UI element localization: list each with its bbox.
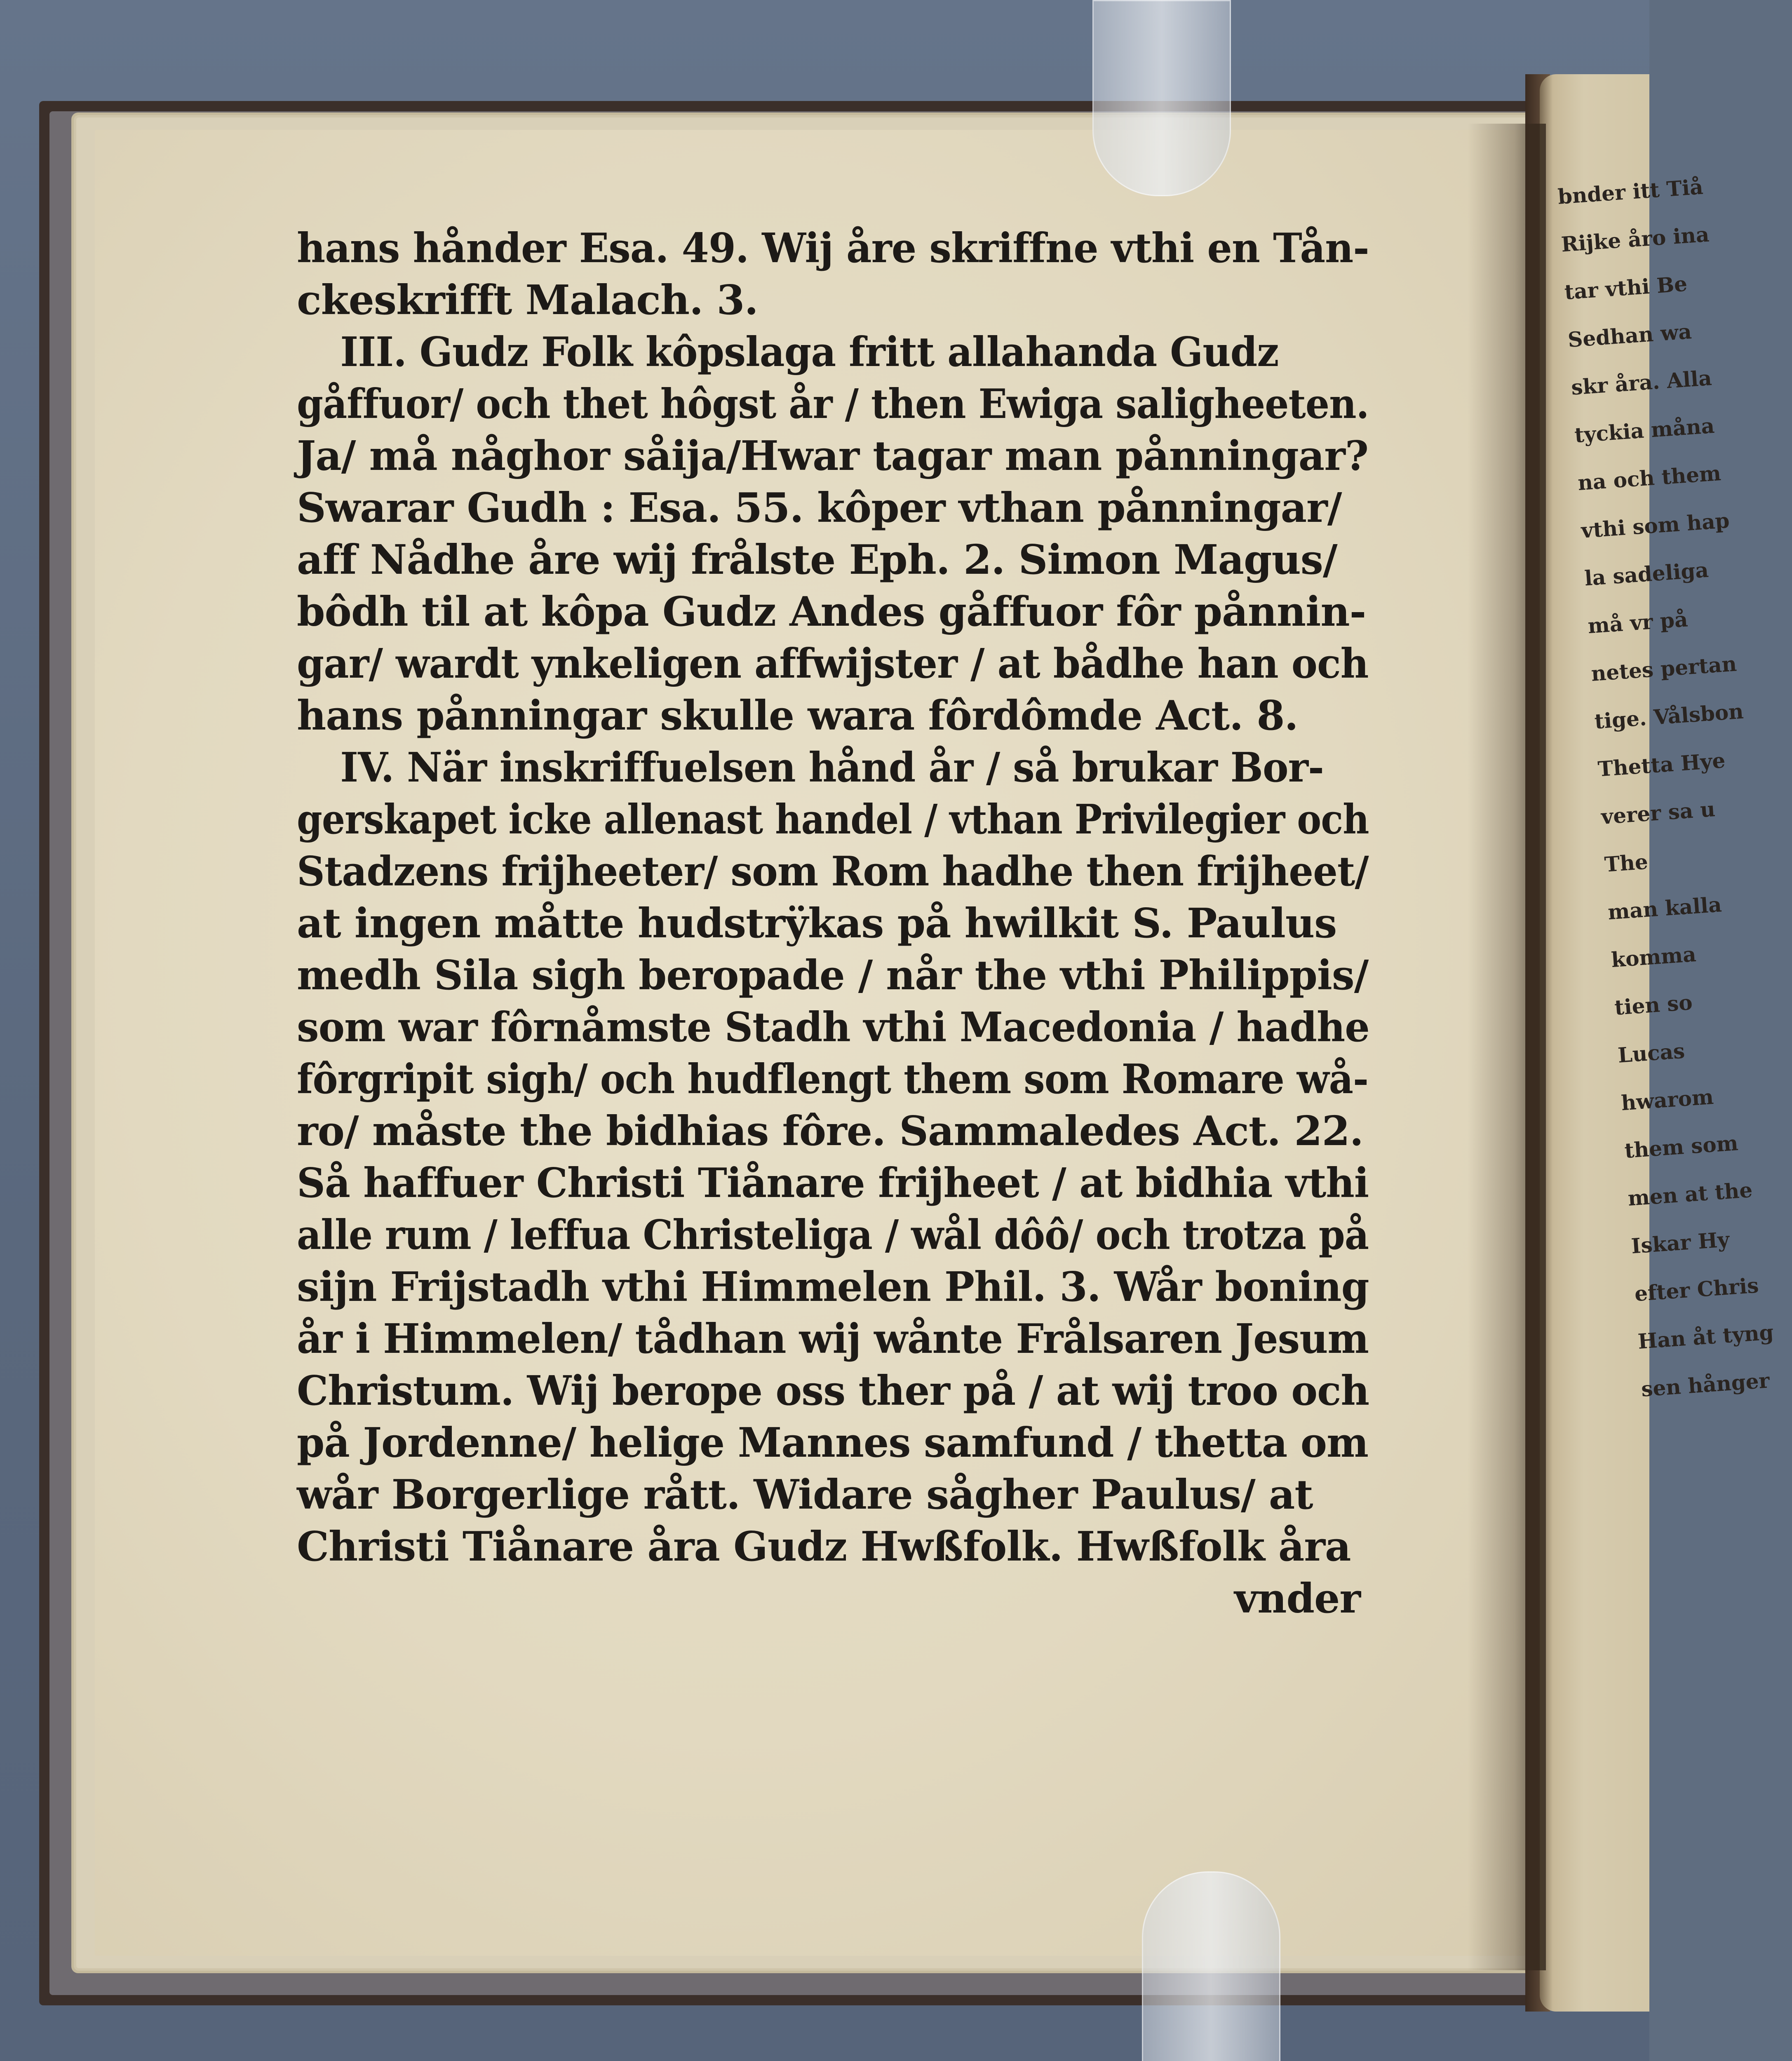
catchword: vnder [1234,1575,1360,1622]
facing-text-line: sen hånger [1640,1368,1771,1401]
text-line: medh Sila sigh beropade / når the vthi Philippis/ [297,952,1369,999]
facing-text-line: tien so [1614,990,1693,1020]
text-line: bôdh til at kôpa Gudz Andes gåffuor fôr pånnin- [297,588,1366,636]
facing-text-line: Rijke åro ina [1560,222,1710,257]
facing-text-line: tyckia måna [1574,413,1715,448]
facing-text-line: efter Chris [1634,1273,1760,1306]
text-line: Christi Tiånare åra Gudz Hwßfolk. Hwßfolk åra [297,1523,1351,1570]
facing-text-line: tar vthi Be [1564,271,1688,305]
page-clip-bottom [1142,1871,1280,2061]
facing-text-line: Lucas [1617,1038,1686,1068]
facing-text-line: bnder itt Tiå [1557,174,1704,209]
facing-text-line: hwarom [1620,1084,1714,1115]
facing-text-line: tige. Vålsbon [1593,699,1745,734]
text-line: hans hånder Esa. 49. Wij åre skriffne vthi en Tån- [297,225,1369,272]
text-line: sijn Frijstadh vthi Himmelen Phil. 3. Wår boning [297,1263,1369,1311]
text-line: IV. När inskriffuelsen hånd år / så brukar Bor- [340,744,1324,791]
facing-text-line: må vr på [1587,607,1689,638]
text-line: III. Gudz Folk kôpslaga fritt allahanda Gudz [340,329,1279,376]
facing-text-line: men at the [1627,1177,1753,1211]
text-line: som war fôrnåmste Stadh vthi Macedonia / hadhe [297,1004,1369,1051]
facing-text-line: Han åt tyng [1637,1320,1775,1354]
text-line: Så haffuer Christi Tiånare frijheet / at bidhia vthi [297,1160,1369,1207]
facing-text-line: la sadeliga [1583,557,1710,591]
text-line: aff Nådhe åre wij frålste Eph. 2. Simon Magus/ [297,536,1337,584]
text-line: alle rum / leffua Christeliga / wål dôô/ och trotza på [297,1211,1369,1259]
text-line: ckeskrifft Malach. 3. [297,277,758,324]
text-line: Swarar Gudh : Esa. 55. kôper vthan pånningar/ [297,484,1342,532]
facing-text-line: them som [1623,1131,1739,1163]
text-line: fôrgripit sigh/ och hudflengt them som Romare wå- [297,1056,1369,1103]
text-line: Ja/ må någhor såija/Hwar tagar man pånningar? [297,432,1369,480]
facing-text-line: vthi som hap [1580,508,1731,543]
facing-text-line: komma [1610,942,1697,972]
facing-text-line: skr åra. Alla [1570,365,1713,400]
facing-text-line: Iskar Hy [1630,1227,1731,1258]
text-line: gar/ wardt ynkeligen affwijster / at bådhe han och [297,640,1369,688]
text-line: Stadzens frijheeter/ som Rom hadhe then frijheet/ [297,848,1369,895]
text-line: wår Borgerlige rått. Widare sågher Paulus/ at [297,1471,1313,1519]
page-clip-top [1092,0,1231,196]
text-line: hans pånningar skulle wara fôrdômde Act. 8. [297,692,1298,739]
text-line: gerskapet icke allenast handel / vthan Privilegier och [297,796,1369,843]
text-line: at ingen måtte hudstrÿkas på hwilkit S. Paulus [297,900,1337,947]
page-text [297,223,1369,1625]
facing-text-line: Sedhan wa [1567,319,1693,352]
page-gutter [1468,124,1546,1970]
text-line: gåffuor/ och thet hôgst år / then Ewiga saligheeten. [297,380,1369,428]
facing-text-line: Thetta Hye [1597,748,1726,782]
facing-text-line: The [1604,849,1649,877]
facing-text-line: verer sa u [1600,796,1716,829]
text-line: Christum. Wij berope oss ther på / at wij troo och [297,1367,1369,1415]
facing-text-line: na och them [1577,460,1722,495]
text-line: på Jordenne/ helige Mannes samfund / thetta om [297,1419,1369,1467]
facing-text-line: netes pertan [1590,651,1738,686]
facing-text-line: man kalla [1607,892,1723,925]
text-line: ro/ måste the bidhias fôre. Sammaledes Act. 22. [297,1108,1363,1155]
text-line: år i Himmelen/ tådhan wij wånte Frålsaren Jesum [297,1315,1369,1363]
